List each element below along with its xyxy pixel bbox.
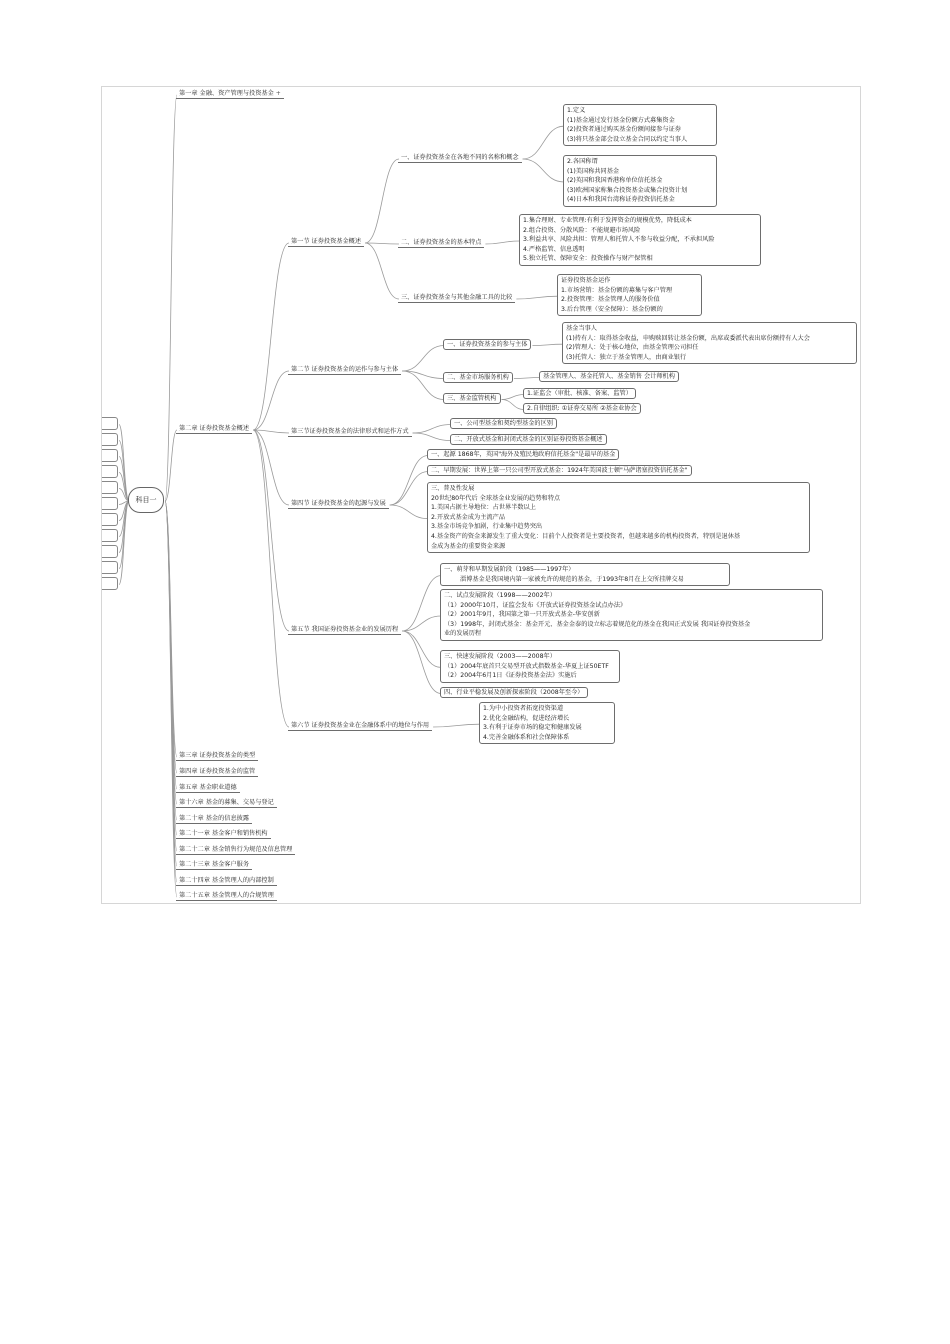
text-line: 20世纪80年代后 全球基金业发展的趋势和特点 [431,494,561,502]
collapsed-branch-stub[interactable] [101,449,118,462]
text-line: （1）2004年底首只交易型开放式指数基金-华夏上证50ETF [444,662,609,670]
text-line: 2.优化金融结构，促进经济增长 [483,714,570,722]
text-line: （2）2001年9月，我国第之第一只开放式基金-华安创新 [444,611,600,619]
s2-service-box: 基金管理人、基金托管人、基金销售 会计师机构 [539,371,679,382]
text-line: 3.利益共享、风险共担：管理人和托管人不参与收益分配，不承担风险 [523,236,715,244]
text-line: 3.有利于证券市场的稳定和健康发展 [483,724,582,732]
s1-topic-1[interactable]: 一、证券投资基金在各地不同的名称和概念 [398,153,522,163]
text-line: (3)将只基金部会设立基金合同以约定当事人 [567,135,688,143]
connector [390,505,428,519]
connector [523,126,564,159]
chapter-4-node[interactable]: 第四章 证券投资基金的监管 [176,767,258,777]
connector [365,243,399,299]
connector [365,243,399,244]
chapter-1-node[interactable] [176,89,284,99]
s4-origin: 一、起源 1868年，英国"海外及殖民地政府信托基金"是最早的基金 [427,449,619,460]
s3-item-1: 一、公司型基金和契约型基金的区别 [450,418,557,429]
s2-topic-1[interactable]: 一、证券投资基金的参与主体 [443,339,531,350]
connector [514,378,540,379]
chapter-16-node[interactable]: 第十六章 基金的募集、交易与登记 [176,798,277,808]
collapsed-branch-stub[interactable] [101,433,118,446]
collapsed-branch-stub[interactable] [101,481,118,494]
s5-stage-3 [440,650,620,683]
section-2-node[interactable]: 第二节 证券投资基金的运作与参与主体 [288,365,401,375]
s1-comparison-box [557,274,702,316]
collapsed-branch-stub[interactable] [101,577,118,590]
text-line: 3.后台管理（安全保障）：基金份额的 [561,305,663,313]
s2-regulator-1: 1.证监会（审批、核准、备案、监管） [523,388,636,399]
connector [485,241,520,244]
text-line: (2)管理人：处于核心地位，由基金管理公司担任 [566,344,699,352]
connector [253,430,289,631]
text-line: 2.开放式基金成为主流产品 [431,513,505,521]
connector [402,346,444,372]
text-line: 三、普及性发展 [431,485,475,492]
connector [365,159,399,243]
s2-topic-3[interactable]: 三、基金监管机构 [443,393,501,404]
text-line: 5.独立托管、保障安全：投资操作与财产保管相 [523,255,653,263]
chapter-25-node[interactable]: 第二十五章 基金管理人的合规管理 [176,891,277,901]
connector [390,472,428,506]
s1-names-box [563,155,717,207]
text-line: 2.组合投资、分散风险：不能规避市场风险 [523,226,641,234]
section-1-node[interactable]: 第一节 证券投资基金概述 [288,237,364,247]
text-line: 1.美国占据主导地位：占世界半数以上 [431,504,536,512]
connector [402,631,441,694]
s4-growth-box [427,482,810,553]
s1-topic-2[interactable]: 二、证券投资基金的基本特点 [398,238,484,248]
connector [523,159,564,182]
s2-topic-2[interactable]: 二、基金市场服务机构 [443,372,513,383]
text-line: 1.市场营销：基金份额的募集与客户管理 [561,286,673,294]
connector [433,724,480,727]
text-line: 4.基金资产的资金来源发生了重大变化：目前个人投资者是主要投资者，但越来越多的机构投资者，特别是退休基 [431,532,741,540]
connector [253,371,289,430]
text-line: 1.集合理财、专业管理:有利于发挥资金的规模优势，降低成本 [523,217,692,224]
text-line: (1)基金通过发行基金份额方式募集资金 [567,116,675,124]
text-line: 一、萌芽和早期发展阶段（1985——1997年） [444,566,575,573]
text-line: 二、试点发展阶段（1998——2002年） [444,592,556,599]
text-line: (3)托管人：独立于基金管理人，由商业银行 [566,353,687,361]
chapter-24-node[interactable]: 第二十四章 基金管理人的内部控制 [176,876,277,886]
text-line: (2)投资者通过购买基金份额间接参与证券 [567,126,681,134]
chapter-20-node[interactable]: 第二十章 基金的信息披露 [176,814,252,824]
text-line: 1.定义 [567,107,586,114]
section-6-node[interactable]: 第六节 证券投资基金业在金融体系中的地位与作用 [288,721,432,731]
s5-stage-4: 四、行业平稳发展及创新探索阶段（2008年至今） [440,687,588,698]
collapsed-branch-stub[interactable] [101,417,118,430]
s2-regulator-2: 2.自律组织: ①证券交易所 ②基金业协会 [523,403,641,414]
s4-early: 二、早期发展：世界上第一只公司型开放式基金：1924年美国波士顿"马萨诸塞投资信托基金" [427,465,692,476]
connector [532,344,563,345]
text-line: 1.为中小投资者拓宽投资渠道 [483,705,564,712]
text-line: 证券投资基金运作 [561,277,611,284]
s1-topic-3[interactable]: 三、证券投资基金与其他金融工具的比较 [398,293,515,303]
collapsed-branch-stub[interactable] [101,513,118,526]
chapter-22-node[interactable]: 第二十二章 基金销售行为规范及信息管理 [176,845,295,855]
collapsed-branch-stub[interactable] [101,497,118,510]
text-line: 基金当事人 [566,325,597,332]
text-line: 2.各国称谓 [567,158,598,165]
mindmap-canvas [101,86,861,904]
text-line: (1)美国称共同基金 [567,167,620,175]
s5-stage-1 [440,563,730,586]
text-line: （3）1998年，封闭式基金：基金开元、基金金泰的设立标志着规范化的基金在我国正式发展 我国证券投资基金 [444,620,751,628]
s1-definition-box [563,104,717,146]
connector [253,243,289,430]
chapter-23-node[interactable]: 第二十三章 基金客户服务 [176,860,252,870]
text-line: （2）2004年6月1日《证券投资基金法》实施后 [444,672,577,680]
text-line: 3.基金市场竞争加剧，行业集中趋势突出 [431,523,543,531]
text-line: 2.投资管理：基金管理人的服务价值 [561,296,660,304]
s1-features-box [519,214,761,266]
text-line: （1）2000年10月，证监会发布《开放式证券投资基金试点办法》 [444,601,627,609]
s2-parties-box [562,322,857,364]
connector [402,576,441,631]
text-line: (2)英国和我国香港称单位信托基金 [567,177,663,185]
connector [516,296,558,299]
section-3-node[interactable]: 第三节证券投资基金的法律形式和运作方式 [288,427,412,437]
chapter-3-node[interactable]: 第三章 证券投资基金的类型 [176,751,258,761]
text-line: 4.完善金融体系和社会保障体系 [483,733,570,741]
s6-roles-box [479,702,615,744]
connector [502,400,525,410]
connector [119,501,129,585]
expand-icon[interactable]: + [275,90,281,97]
text-line: 金成为基金的重要资金来源 [431,542,506,550]
collapsed-branch-stub[interactable] [101,465,118,478]
text-line: 业的发展历程 [444,630,482,638]
chapter-21-node[interactable]: 第二十一章 基金客户和销售机构 [176,829,271,839]
text-line: (1)持有人：取得基金收益，申购赎回转让基金份额，出席或委派代表出席份额持有人大会 [566,334,810,342]
s5-stage-2 [440,589,823,641]
text-line: 淄博基金是我国境内第一家被允许的规范的基金，于1993年8月在上交所挂牌交易 [460,575,684,583]
connector [502,395,525,400]
connector [253,430,289,727]
s3-item-2: 二、开放式基金和封闭式基金的区别证券投资基金概述 [450,434,607,445]
root-node[interactable]: 科目一 [128,487,164,513]
collapsed-branch-stub[interactable] [101,561,118,574]
section-4-node[interactable]: 第四节 证券投资基金的起源与发展 [288,499,389,509]
connector [413,433,451,441]
section-5-node[interactable]: 第五节 我国证券投资基金业的发展历程 [288,625,401,635]
text-line: 4.严格监管、信息透明 [523,245,585,253]
text-line: 三、快速发展阶段（2003——2008年） [444,653,556,660]
collapsed-branch-stub[interactable] [101,529,118,542]
chapter-1-label: 第一章 金融、资产管理与投资基金 [179,90,274,97]
collapsed-branch-stub[interactable] [101,545,118,558]
text-line: (4)日本和我国台湾称证券投资信托基金 [567,196,675,204]
connector [165,95,177,501]
connector [119,441,129,502]
connector [402,371,444,400]
connector [413,425,451,434]
text-line: (3)欧洲国家称集合投资基金或集合投资计划 [567,186,688,194]
chapter-2-node[interactable]: 第二章 证券投资基金概述 [176,424,252,434]
chapter-5-node[interactable]: 第五章 基金职业道德 [176,783,240,793]
connector [390,456,428,506]
